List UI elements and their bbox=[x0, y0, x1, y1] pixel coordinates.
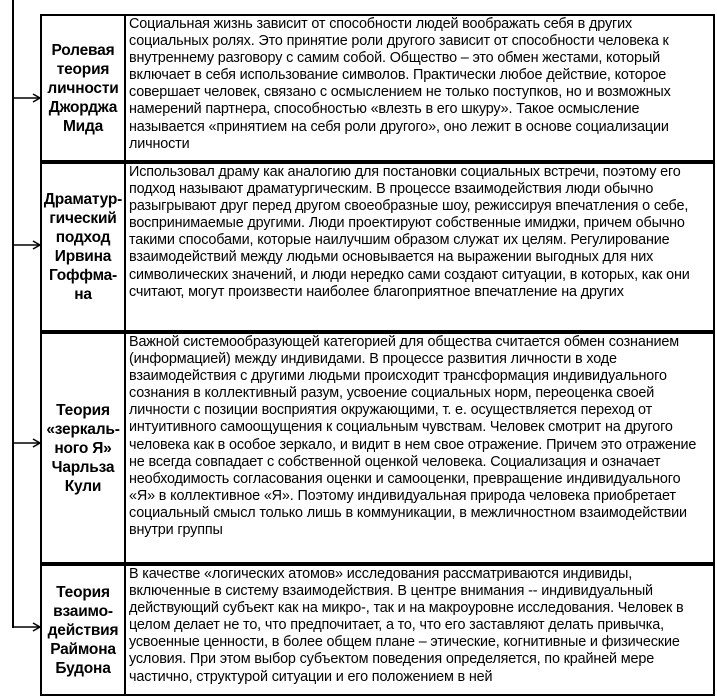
theory-description-cell bbox=[126, 162, 715, 332]
theory-name-cell bbox=[40, 564, 126, 696]
theory-description-cell bbox=[126, 564, 715, 696]
theory-description: Важной системообразующей категорией для общества считается обмен сознанием (информацией) между индивидами. В процессе развития личности в ходе взаимодействия с другими людьми происходит трансформация индивидуального сознания в коллективный разум, усвоение социальных норм, переоценка своей личности с позиции восприятия окружающими, т. е. осуществляется переход от интуитивного самоощущения к социальным чувствам. Человек смотрит на другого человека как в особое зеркало, и видит в нем свое отражение. Причем это отражение не всегда совпадает с собственной оценкой человека. Социализация и означает необходимость согласования оценки и самооценки, превращение индивидуального «Я» в коллективное «Я». Поэтому индивидуальная природа человека приобретает социальный смысл только лишь в коммуникации, в межличностном взаимодействии внутри группы bbox=[129, 334, 697, 539]
theory-name: Теория взаимо- действия Раймона Будона bbox=[47, 583, 119, 677]
arrow-right-icon bbox=[13, 93, 41, 103]
theory-description: Использовал драму как аналогию для постановки социальных встречи, поэтому его подход называют драматургическим. В процессе взаимодействия люди обычно разыгрывают друг перед другом своеобразные шоу, режиссируя впечатления о себе, воспринимаемые другими. Люди проектируют собственные имиджи, причем обычно такими способами, которые наилучшим образом служат их целям. Регулирование взаимодействий между людьми основывается на выражении выгодных для них символических значений, и люди нередко сами создают ситуации, в которых, как они считают, могут произвести наиболее благоприятное впечатление на других bbox=[129, 164, 690, 300]
table-row bbox=[40, 14, 715, 162]
theory-description-cell bbox=[126, 14, 715, 162]
theory-description: Социальная жизнь зависит от способности людей воображать себя в других социальных ролях. Это принятие роли другого зависит от способности человека к внутреннему разговору с самим собой. Общество – это обмен жестами, который включает в себя использование символов. Практически любое действие, которое совершает человек, связано с осмыслением не только поступков, но и возможных намерений партнера, способностью «влезть в его шкуру». Такое осмысление называется «принятием на себя роли другого», оно лежит в основе социализации личности bbox=[129, 16, 671, 152]
theory-name-cell bbox=[40, 14, 126, 162]
theory-description: В качестве «логических атомов» исследования рассматриваются индивиды, включенные в систему взаимодействия. В центре внимания -- индивидуальный действующий субъект как на микро-, так и на макроуровне исследования. Человек в целом делает не то, что предпочитает, а то, что его заставляют делать привычка, усвоенные ценности, в более общем плане – этические, когнитивные и физические условия. При этом выбор субъектом поведения определяется, по крайней мере частично, структурой ситуации и его положением в ней bbox=[129, 566, 684, 685]
theory-name: Драматур- гический подход Ирвина Гоффма- на bbox=[43, 191, 123, 303]
table-row bbox=[40, 162, 715, 332]
table-row bbox=[40, 332, 715, 564]
arrow-right-icon bbox=[13, 438, 41, 448]
theory-description-cell bbox=[126, 332, 715, 564]
arrow-right-icon bbox=[13, 240, 41, 250]
theory-name-cell bbox=[40, 332, 126, 564]
theory-name: Теория «зеркаль- ного Я» Чарльза Кули bbox=[46, 401, 120, 495]
theory-name-cell bbox=[40, 162, 126, 332]
theory-name: Ролевая теория личности Джорджа Мида bbox=[47, 41, 119, 135]
arrow-right-icon bbox=[13, 622, 41, 632]
table-row bbox=[40, 564, 715, 696]
